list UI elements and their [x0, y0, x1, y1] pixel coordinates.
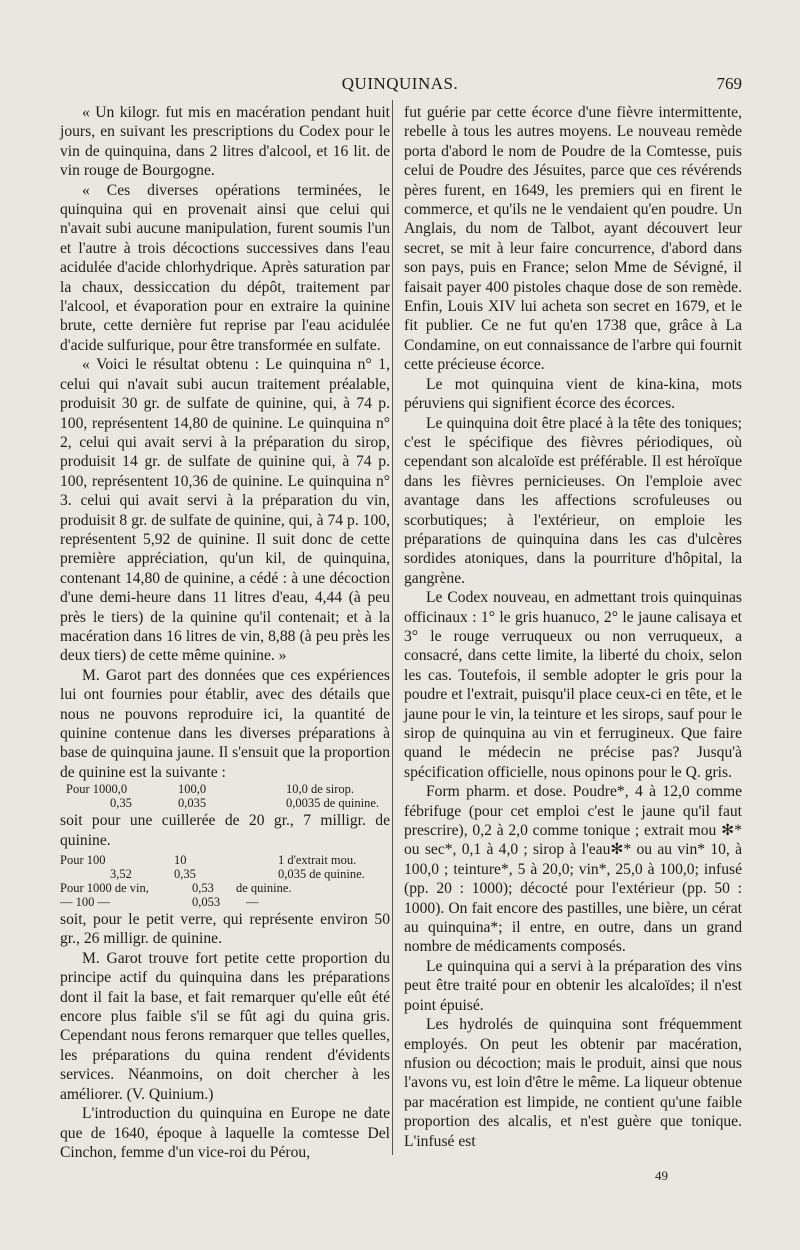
paragraph: M. Garot trouve fort petite cette proportion du principe actif du quinquina dans les préparations dont il fait la base, et fait remarquer qu'elle eût été encore plus faible s'il se fût agi du quina gris. Cependant nous ferons remarquer que telles quelles, les préparations du quina rendent d'évidents services. Néanmoins, on doit chercher à les améliorer. (V. Quinium.): [60, 949, 390, 1103]
table-cell: 10: [174, 853, 187, 868]
paragraph: « Ces diverses opérations terminées, le quinquina qui en provenait ainsi que celui qui n'avait subi aucune manipulation, furent soumis l'un et l'autre à trois décoctions successives dans l'eau acidulée d'acide chlorhydrique. Après saturation par la chaux, dessiccation du dépôt, traitement par l'alcool, et évaporation pour en extraire la quinine brute, cette dernière fut reprise par l'eau acidulée d'acide sulfurique, pour être transformée en sulfate.: [60, 181, 390, 354]
table-cell: 1 d'extrait mou.: [278, 853, 357, 868]
table-cell: — 100 —: [60, 895, 110, 910]
left-column: [60, 103, 390, 1162]
table-cell: Pour 100: [60, 853, 106, 868]
table-row: [60, 796, 390, 810]
paragraph: Le mot quinquina vient de kina-kina, mots péruviens qui signifient écorce des écorces.: [404, 375, 742, 413]
table-cell: 0,35: [110, 796, 132, 811]
quinine-table-extrait-vin: [60, 853, 390, 909]
running-title: QUINQUINAS.: [341, 74, 459, 93]
table-cell: 10,0 de sirop.: [286, 782, 355, 797]
page-number: 769: [716, 74, 742, 93]
paragraph: Le quinquina doit être placé à la tête des toniques; c'est le spécifique des fièvres périodiques, où cependant son alcaloïde est préférable. Il est héroïque dans les fièvres pernicieuses. On l'emploie avec avantage dans les affections scrofuleuses ou scorbutiques; à l'extérieur, on emploie les préparations de quinquina dans les cas d'ulcères sordides atoniques, dans la pourriture d'hôpital, la gangrène.: [404, 414, 742, 587]
paragraph: Le Codex nouveau, en admettant trois quinquinas officinaux : 1° le gris huanuco, 2° le jaune calisaya et 3° le rouge verruqueux ou non verruqueux, a consacré, dans cette limite, la liberté du choix, selon les cas. Toutefois, il semble adopter le gris pour la poudre et l'extrait, puisqu'il place ceux-ci en tête, et le jaune pour le vin, la teinture et les sirops, sauf pour le sirop de quinquina au vin et ferrugineux. Que faire quand le médecin ne précise pas? Jusqu'à spécification officielle, nous opinons pour le Q. gris.: [404, 589, 742, 781]
table-cell: 100,0: [178, 782, 207, 797]
table-cell: 0,53: [192, 881, 214, 896]
table-cell: 0,35: [174, 867, 196, 882]
table-cell: de quinine.: [236, 881, 292, 896]
paragraph: soit, pour le petit verre, qui représente environ 50 gr., 26 milligr. de quinine.: [60, 911, 390, 948]
paragraph: Le quinquina qui a servi à la préparation des vins peut être traité pour en obtenir les alcaloïdes; il n'est point épuisé.: [404, 957, 742, 1014]
table-row: [60, 853, 390, 867]
paragraph: Form pharm. et dose. Poudre*, 4 à 12,0 comme fébrifuge (pour cet emploi c'est le jaune qu'il faut prescrire), 0,2 à 2,0 comme tonique ; extrait mou ✻* ou sec*, 0,1 à 4,0 ; sirop à l'eau✻* ou au vin* 10, à 100,0 ; teinture*, 5 à 20,0; vin*, 25,0 à 100,0; infusé (pp. 20 : 1000); décocté pour l'extérieur (pp. 50 : 1000). On fait encore des pastilles, une bière, un cérat au quinquina*; il entre, en outre, dans un grand nombre de médicaments composés.: [404, 783, 742, 956]
quinine-table-sirop: [60, 782, 390, 810]
signature-mark: 49: [655, 1168, 668, 1183]
paragraph: M. Garot part des données que ces expériences lui ont fournies pour établir, avec des détails que nous ne pouvons reproduire ici, la quantité de quinine contenue dans les diverses préparations à base de quinquina jaune. Il s'ensuit que la proportion de quinine est la suivante :: [60, 666, 390, 781]
table-cell: Pour 1000 de vin,: [60, 881, 149, 896]
table-row: [60, 895, 390, 909]
table-cell: 3,52: [110, 867, 132, 882]
table-row: [60, 867, 390, 881]
table-cell: 0,035 de quinine.: [278, 867, 365, 882]
paragraph: fut guérie par cette écorce d'une fièvre intermittente, rebelle à tous les autres moyens. Le nouveau remède porta d'abord le nom de Poudre de la Comtesse, puis celui de Poudre des Jésuites, parce que ces révérends pères furent, en 1649, les premiers qui en firent le commerce, et qu'ils ne le vendaient qu'en poudre. Un Anglais, du nom de Talbot, ayant découvert leur secret, se mit à leur faire concurrence, d'abord dans son pays, puis en France; selon Mme de Sévigné, il faisait payer 400 pistoles chaque dose de son remède. Enfin, Louis XIV lui acheta son secret en 1679, et le fit publier. Ce ne fut qu'en 1738 que, grâce à La Condamine, on eut connaissance de l'arbre qui fournit cette précieuse écorce.: [404, 104, 742, 374]
paragraph: « Voici le résultat obtenu : Le quinquina n° 1, celui qui n'avait subi aucun traitement préalable, produisit 30 gr. de sulfate de quinine, qui, à 74 p. 100, représentent 14,80 de quinine. Le quinquina n° 2, celui qui avait servi à la préparation du sirop, produisit 14 gr. de sulfate de quinine qui, à 74 p. 100, représentent 10,36 de quinine. Le quinquina n° 3. celui qui avait servi à la préparation du vin, produisit 8 gr. de sulfate de quinine, qui, à 74 p. 100, représentent 5,92 de quinine. Il suit donc de cette première appréciation, qu'un kil, de quinquina, contenant 14,80 de quinine, a cédé : à une décoction d'une demi-heure dans 11 litres d'eau, 4,44 (à peu près le tiers) de la quinine qu'il contenait; et à la macération dans 16 litres de vin, 8,88 (à peu près les deux tiers) de cette même quinine. »: [60, 356, 390, 665]
table-cell: 0,035: [178, 796, 207, 811]
paragraph: soit pour une cuillerée de 20 gr., 7 milligr. de quinine.: [60, 812, 390, 849]
paragraph: « Un kilogr. fut mis en macération pendant huit jours, en suivant les prescriptions du Codex pour le vin de quinquina, dans 2 litres d'alcool, et 16 lit. de vin rouge de Bourgogne.: [60, 104, 390, 180]
paragraph: Les hydrolés de quinquina sont fréquemment employés. On peut les obtenir par macération, nfusion ou décoction; mais le produit, ainsi que nous l'avons vu, est loin d'être le même. La liqueur obtenue par macération est limpide, ne contient qu'une faible proportion des alcalis, et n'est guère que tonique. L'infusé est: [404, 1016, 742, 1150]
right-column: [404, 103, 742, 1151]
running-header: [0, 74, 800, 98]
table-row: [60, 782, 390, 796]
paragraph: L'introduction du quinquina en Europe ne date que de 1640, époque à laquelle la comtesse Del Cinchon, femme d'un vice-roi du Pérou,: [60, 1105, 390, 1161]
table-cell: 0,053: [192, 895, 221, 910]
table-cell: Pour 1000,0: [66, 782, 128, 797]
column-divider: [392, 100, 393, 1155]
table-cell: 0,0035 de quinine.: [286, 796, 380, 811]
table-row: [60, 881, 390, 895]
table-cell: —: [246, 895, 259, 910]
